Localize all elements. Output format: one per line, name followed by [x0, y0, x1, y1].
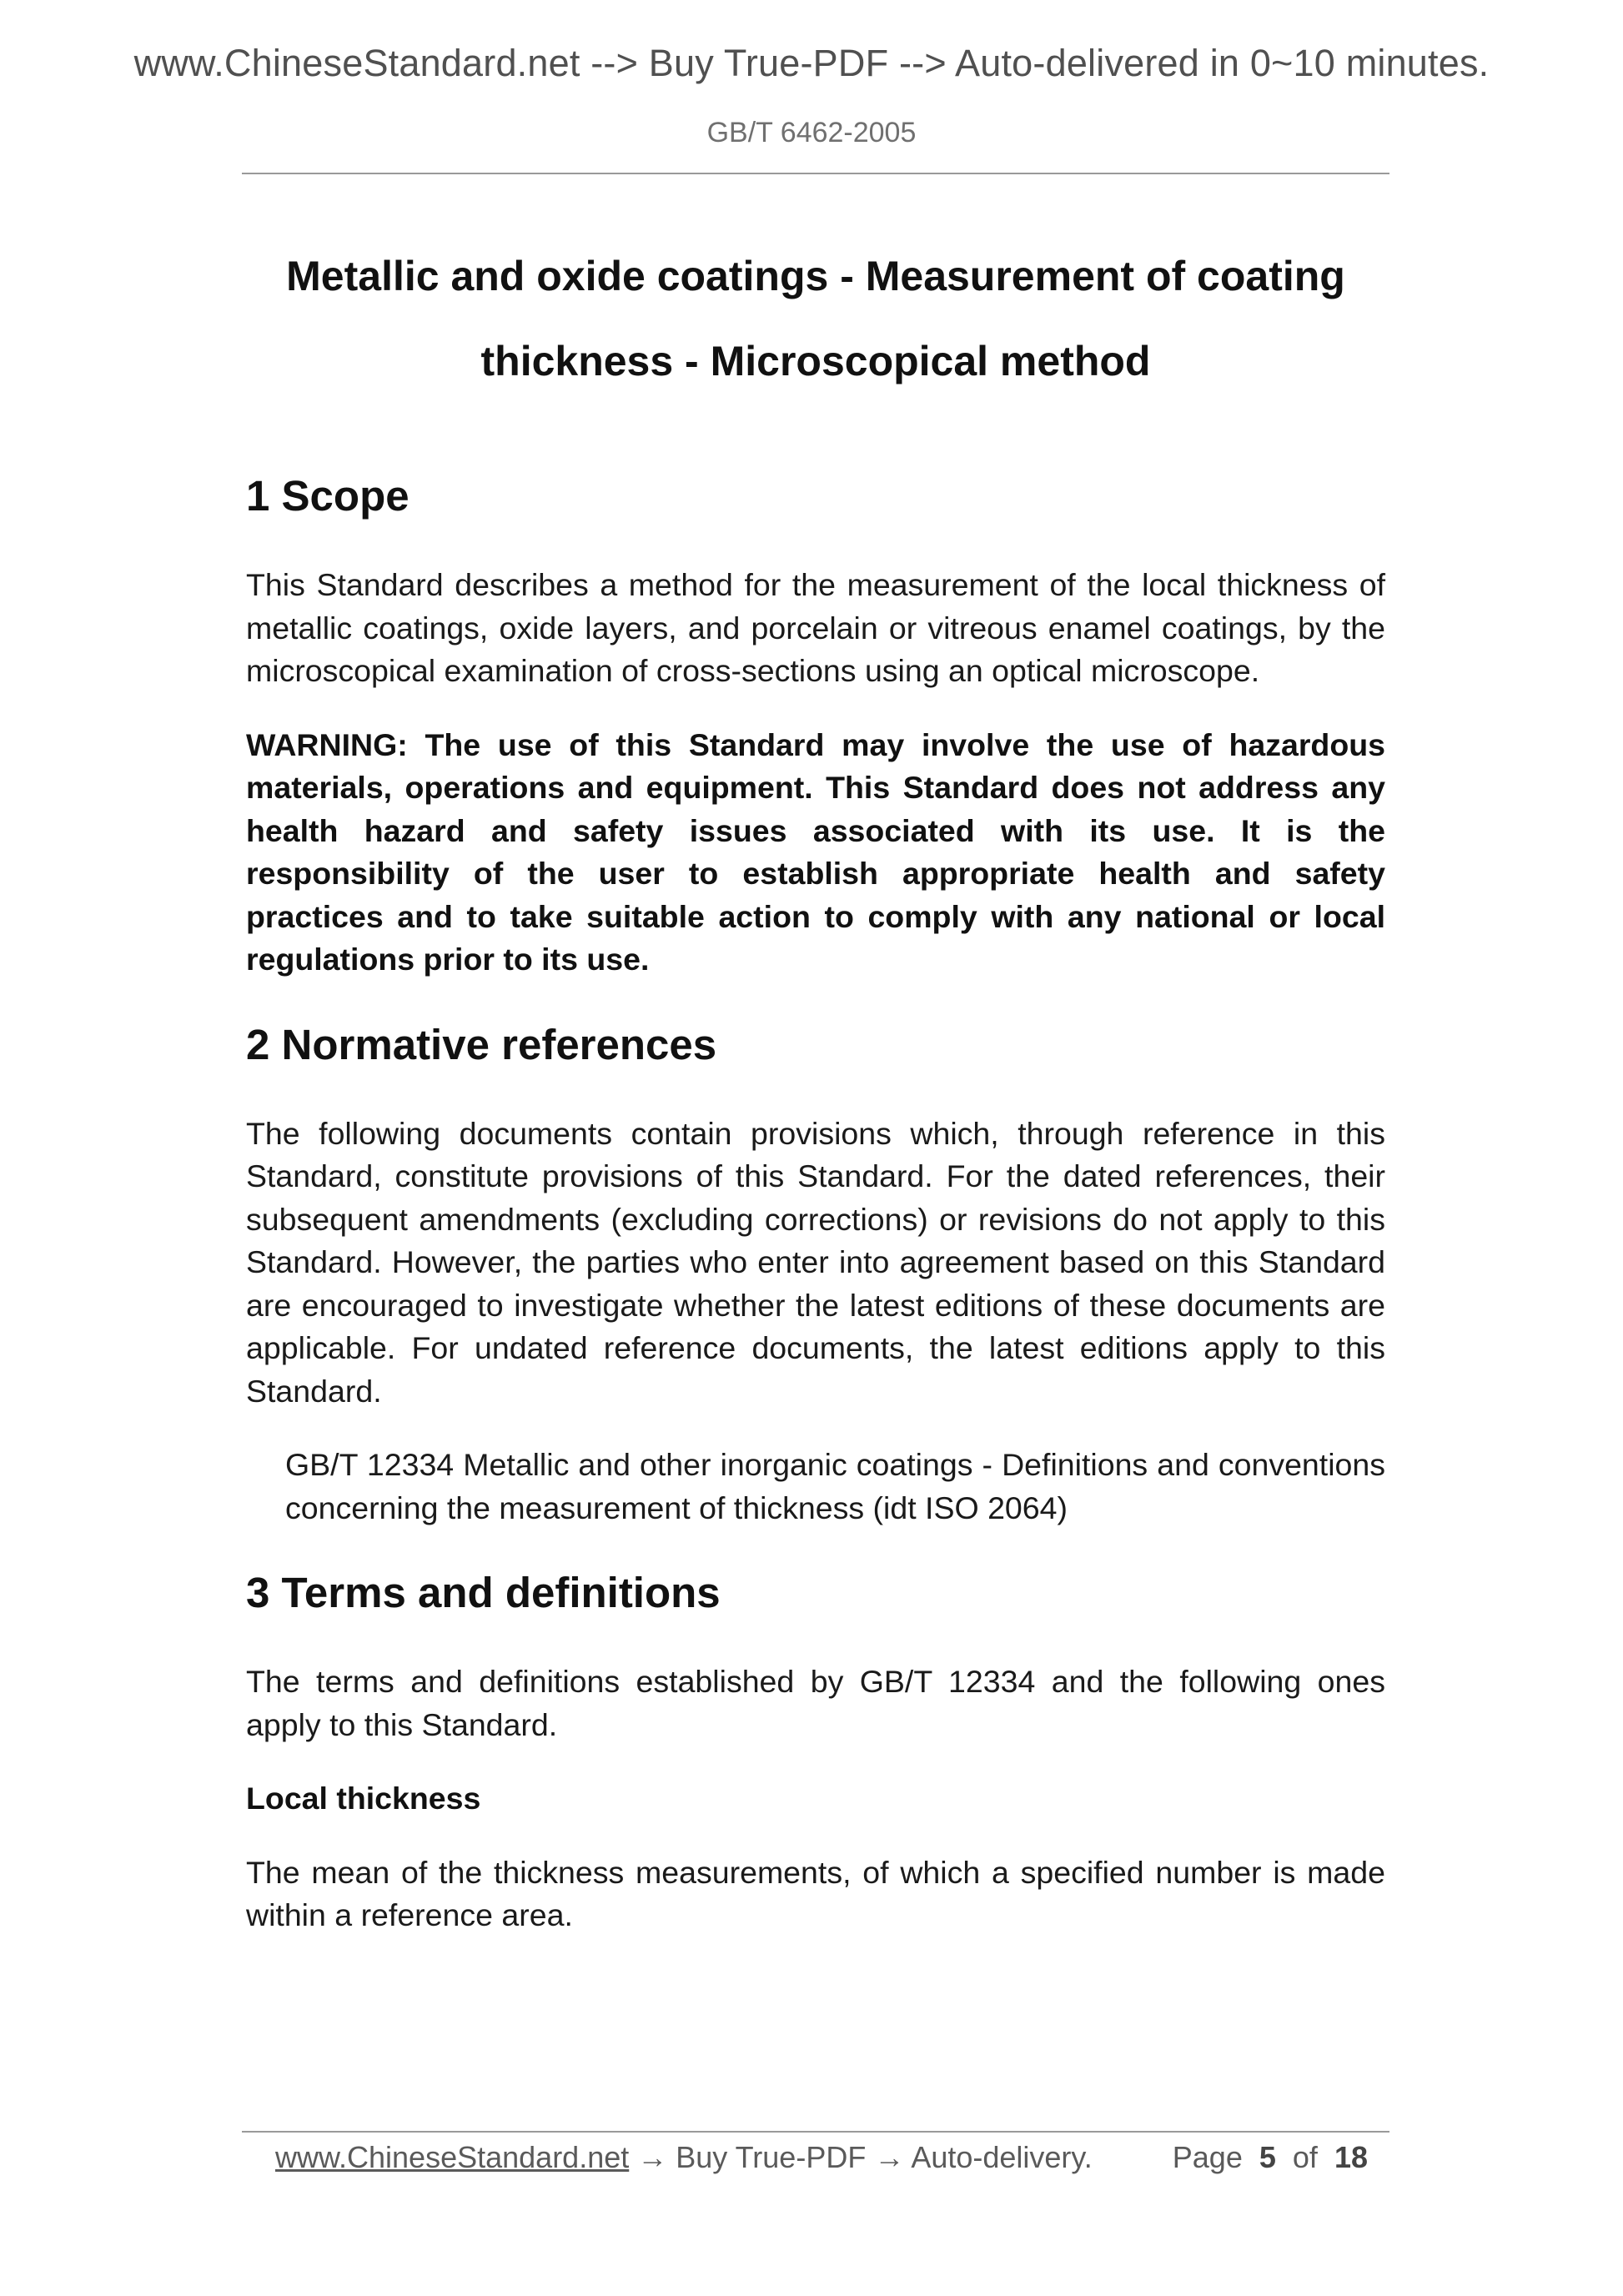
- normative-paragraph: The following documents contain provisions which, through reference in this Standard, constitute provisions of this Standard. For the dated references, their subsequent amendments (excluding corrections) or revisions do not apply to this Standard. However, the parties who enter into agreement based on this Standard are encouraged to investigate whether the latest editions of these documents are applicable. For undated reference documents, the latest editions apply to this Standard.: [246, 1115, 1385, 1409]
- footer-site-link[interactable]: www.ChineseStandard.net: [275, 2140, 630, 2174]
- header-divider: [242, 173, 1389, 174]
- footer-of-label: of: [1292, 2140, 1318, 2174]
- normative-reference-item: GB/T 12334 Metallic and other inorganic coatings - Definitions and conventions concerning the measurement of thickness (idt ISO 2064): [285, 1447, 1385, 1525]
- section-heading-terms-and-definitions: 3 Terms and definitions: [246, 1569, 721, 1616]
- section-normative-references: [246, 1020, 1385, 1530]
- section-heading-scope: 1 Scope: [246, 472, 410, 520]
- section-scope: [246, 471, 1385, 982]
- footer-page-total: 18: [1334, 2140, 1368, 2174]
- scope-paragraph: This Standard describes a method for the measurement of the local thickness of metallic coatings, oxide layers, and porcelain or vitreous enamel coatings, by the microscopical examination of cross-sections using an optical microscope.: [246, 567, 1385, 688]
- header-banner: www.ChineseStandard.net --> Buy True-PDF --> Auto-delivered in 0~10 minutes.: [133, 42, 1490, 84]
- footer: [275, 2133, 1368, 2183]
- warning-paragraph: WARNING: The use of this Standard may involve the use of hazardous materials, operations and equipment. This Standard does not address any health hazard and safety issues associated with its use. It is the responsibility of the user to establish appropriate health and safety practices and to take suitable action to comply with any national or local regulations prior to its use.: [246, 726, 1385, 977]
- footer-delivery-text: → Buy True-PDF → Auto-delivery.: [629, 2140, 1093, 2174]
- section-terms-and-definitions: [246, 1568, 1385, 1937]
- document-code: GB/T 6462-2005: [706, 117, 917, 148]
- footer-page-number: 5: [1259, 2140, 1276, 2174]
- term-local-thickness-definition: The mean of the thickness measurements, of which a specified number is made within a reference area.: [246, 1854, 1385, 1932]
- footer-page-indicator: [1173, 2133, 1368, 2183]
- document-title-line-2: thickness - Microscopical method: [480, 338, 1151, 384]
- document-title-line-1: Metallic and oxide coatings - Measurement of coating: [286, 253, 1345, 299]
- footer-page-label: Page: [1172, 2140, 1243, 2174]
- terms-paragraph: The terms and definitions established by GB/T 12334 and the following ones apply to this Standard.: [246, 1664, 1385, 1742]
- term-local-thickness-heading: Local thickness: [246, 1781, 481, 1816]
- document-title: [246, 234, 1385, 404]
- section-heading-normative-references: 2 Normative references: [246, 1020, 717, 1068]
- page-content: [246, 234, 1385, 1937]
